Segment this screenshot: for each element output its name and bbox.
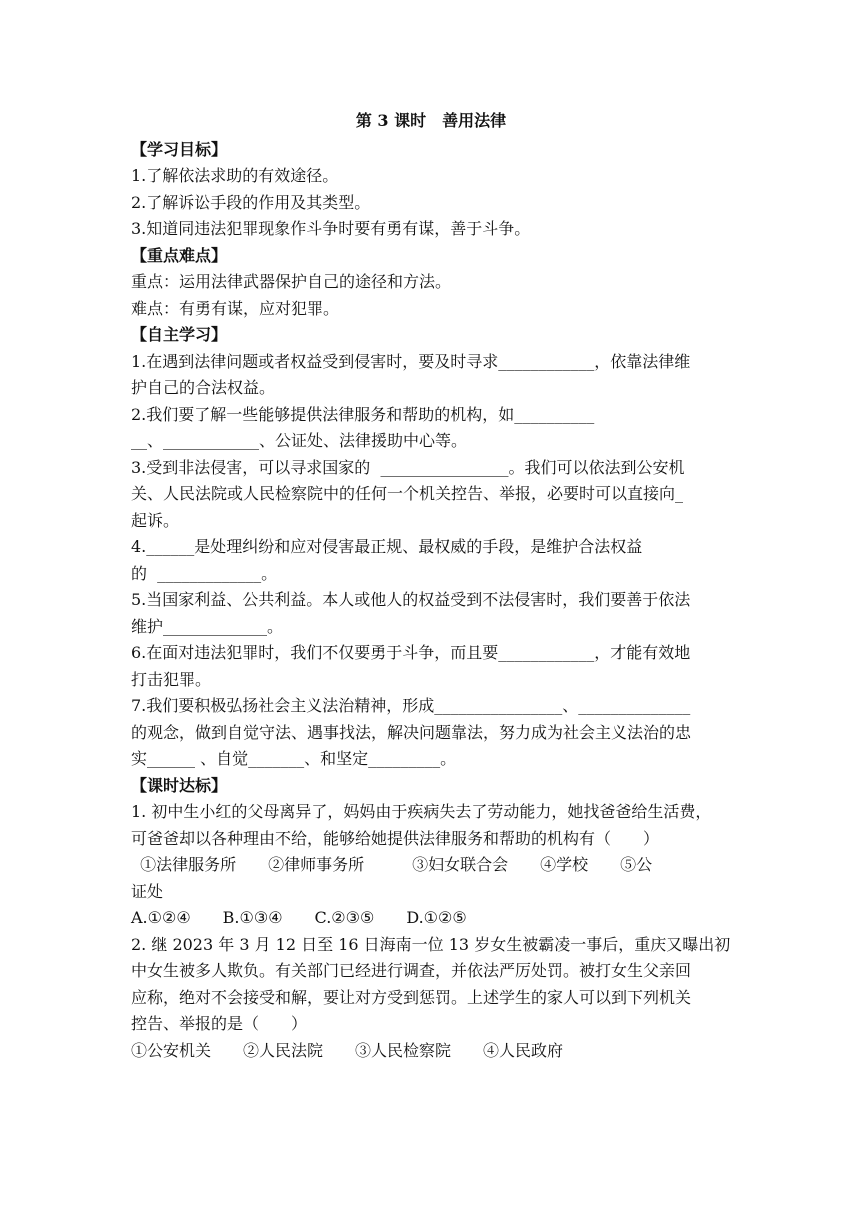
self-study-line-14: 7.我们要积极弘扬社会主义法治精神，形成________________、______________ <box>131 696 691 715</box>
section-heading-key-points: 【重点难点】 <box>131 245 228 265</box>
objective-line-1: 1.了解依法求助的有效途径。 <box>131 166 339 185</box>
objective-line-3: 3.知道同违法犯罪现象作斗争时要有勇有谋，善于斗争。 <box>131 219 531 238</box>
practice-line-3: ①法律服务所 ②律师事务所 ③妇女联合会 ④学校 ⑤公 <box>135 855 653 874</box>
page-title: 第 3 课时 善用法律 <box>355 111 507 130</box>
section-heading-self-study: 【自主学习】 <box>131 325 228 344</box>
practice-line-1: 1. 初中生小红的父母离异了，妈妈由于疾病失去了劳动能力，她找爸爸给生活费， <box>131 802 712 821</box>
practice-line-8: 应称，绝对不会接受和解，要让对方受到惩罚。上述学生的家人可以到下列机关 <box>131 987 692 1007</box>
self-study-line-4: __、____________、公证处、法律援助中心等。 <box>131 431 468 450</box>
key-point-line-1: 重点：运用法律武器保护自己的途径和方法。 <box>131 272 452 291</box>
section-heading-objectives: 【学习目标】 <box>131 139 228 159</box>
self-study-line-2: 护自己的合法权益。 <box>131 378 276 397</box>
self-study-line-10: 5.当国家利益、公共利益。本人或他人的权益受到不法侵害时，我们要善于依法 <box>131 590 691 609</box>
self-study-line-16: 实______ 、自觉_______、和坚定_________。 <box>131 749 457 768</box>
self-study-line-5: 3.受到非法侵害，可以寻求国家的 ________________。我们可以依法到公安机 <box>131 457 685 477</box>
key-point-line-2: 难点：有勇有谋，应对犯罪。 <box>131 298 340 318</box>
self-study-line-6: 关、人民法院或人民检察院中的任何一个机关控告、举报，必要时可以直接向_ <box>131 484 684 503</box>
practice-line-2: 可爸爸却以各种理由不给，能够给她提供法律服务和帮助的机构有（ ） <box>131 828 660 848</box>
self-study-line-1: 1.在遇到法律问题或者权益受到侵害时，要及时寻求____________，依靠法律维 <box>131 351 691 371</box>
practice-line-10: ①公安机关 ②人民法院 ③人民检察院 ④人民政府 <box>131 1040 564 1060</box>
self-study-line-7: 起诉。 <box>131 510 180 530</box>
self-study-line-12: 6.在面对违法犯罪时，我们不仅要勇于斗争，而且要____________，才能有效地 <box>131 643 691 662</box>
self-study-line-13: 打击犯罪。 <box>131 669 212 689</box>
self-study-line-15: 的观念，做到自觉守法、遇事找法，解决问题靠法，努力成为社会主义法治的忠 <box>131 722 692 742</box>
practice-line-7: 中女生被多人欺负。有关部门已经进行调查，并依法严厉处罚。被打女生父亲回 <box>131 961 692 980</box>
self-study-line-3: 2.我们要了解一些能够提供法律服务和帮助的机构，如__________ <box>131 404 595 424</box>
section-heading-practice: 【课时达标】 <box>131 775 228 795</box>
self-study-line-9: 的 _____________。 <box>131 563 278 583</box>
practice-line-6: 2. 继 2023 年 3 月 12 日至 16 日海南一位 13 岁女生被霸凌一事后，重庆又曝出初 <box>131 934 731 954</box>
objective-line-2: 2.了解诉讼手段的作用及其类型。 <box>131 192 371 212</box>
practice-line-9: 控告、举报的是（ ） <box>131 1014 308 1033</box>
self-study-line-11: 维护_____________。 <box>131 616 284 636</box>
practice-line-4: 证处 <box>131 881 164 901</box>
worksheet-page <box>131 108 731 1064</box>
self-study-line-8: 4.______是处理纠纷和应对侵害最正规、最权威的手段，是维护合法权益 <box>131 537 643 556</box>
practice-line-5: A.①②④ B.①③④ C.②③⑤ D.①②⑤ <box>131 908 467 927</box>
